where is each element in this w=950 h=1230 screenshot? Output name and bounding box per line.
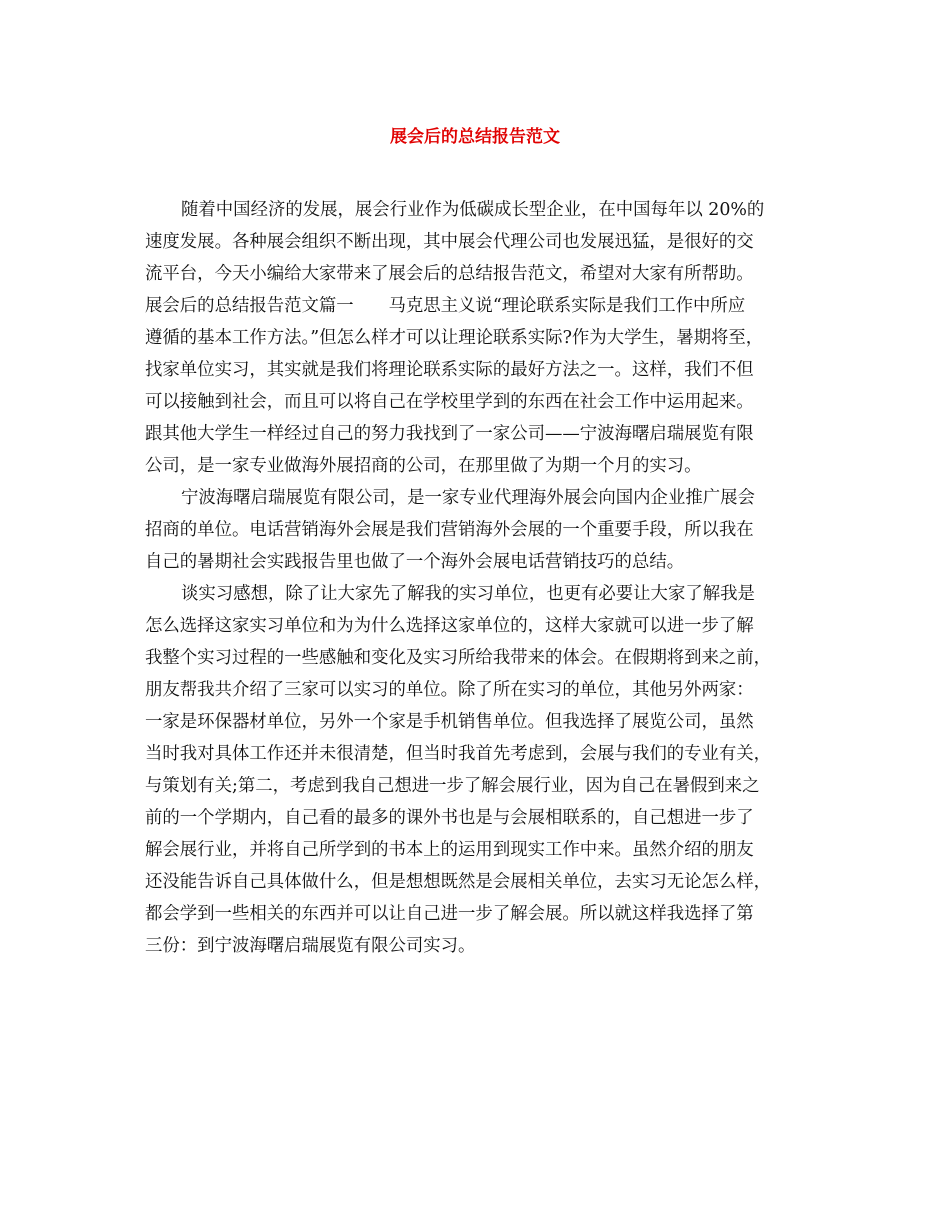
document-title: 展会后的总结报告范文 <box>390 127 560 147</box>
body-line: 可以接触到社会，而且可以将自己在学校里学到的东西在社会工作中运用起来。 <box>145 392 754 412</box>
body-line: 找家单位实习，其实就是我们将理论联系实际的最好方法之一。这样，我们不但 <box>145 360 754 380</box>
body-line: 遵循的基本工作方法。”但怎么样才可以让理论联系实际?作为大学生，暑期将至， <box>145 328 764 348</box>
body-line: 流平台，今天小编给大家带来了展会后的总结报告范文，希望对大家有所帮助。 <box>145 264 754 284</box>
body-line: 一家是环保器材单位，另外一个家是手机销售单位。但我选择了展览公司，虽然 <box>145 712 754 732</box>
body-line: 前的一个学期内，自己看的最多的课外书也是与会展相联系的，自己想进一步了 <box>145 808 754 828</box>
body-line: 随着中国经济的发展，展会行业作为低碳成长型企业，在中国每年以 20%的 <box>181 200 765 220</box>
document-body <box>145 194 815 962</box>
body-line: 宁波海曙启瑞展览有限公司，是一家专业代理海外展会向国内企业推广展会 <box>181 488 755 508</box>
body-line: 解会展行业，并将自己所学到的书本上的运用到现实工作中来。虽然介绍的朋友 <box>145 840 754 860</box>
body-line: 当时我对具体工作还并未很清楚，但当时我首先考虑到，会展与我们的专业有关， <box>145 744 772 764</box>
body-line: 谈实习感想，除了让大家先了解我的实习单位，也更有必要让大家了解我是 <box>181 584 755 604</box>
body-line: 与策划有关;第二，考虑到我自己想进一步了解会展行业，因为自己在暑假到来之 <box>145 776 760 796</box>
body-line: 跟其他大学生一样经过自己的努力我找到了一家公司——宁波海曙启瑞展览有限 <box>145 424 754 444</box>
body-line: 三份：到宁波海曙启瑞展览有限公司实习。 <box>145 936 476 956</box>
body-line: 我整个实习过程的一些感触和变化及实习所给我带来的体会。在假期将到来之前， <box>145 648 772 668</box>
body-line: 朋友帮我共介绍了三家可以实习的单位。除了所在实习的单位，其他另外两家： <box>145 680 754 700</box>
body-line: 招商的单位。电话营销海外会展是我们营销海外会展的一个重要手段，所以我在 <box>145 520 754 540</box>
body-line: 自己的暑期社会实践报告里也做了一个海外会展电话营销技巧的总结。 <box>145 552 685 572</box>
body-line: 怎么选择这家实习单位和为为什么选择这家单位的，这样大家就可以进一步了解 <box>145 616 754 636</box>
body-line: 都会学到一些相关的东西并可以让自己进一步了解会展。所以就这样我选择了第 <box>145 904 754 924</box>
body-line: 公司，是一家专业做海外展招商的公司，在那里做了为期一个月的实习。 <box>145 456 702 476</box>
body-line: 还没能告诉自己具体做什么，但是想想既然是会展相关单位，去实习无论怎么样， <box>145 872 772 892</box>
body-line: 展会后的总结报告范文篇一 马克思主义说“理论联系实际是我们工作中所应 <box>145 296 746 316</box>
body-line: 速度发展。各种展会组织不断出现，其中展会代理公司也发展迅猛，是很好的交 <box>145 232 754 252</box>
